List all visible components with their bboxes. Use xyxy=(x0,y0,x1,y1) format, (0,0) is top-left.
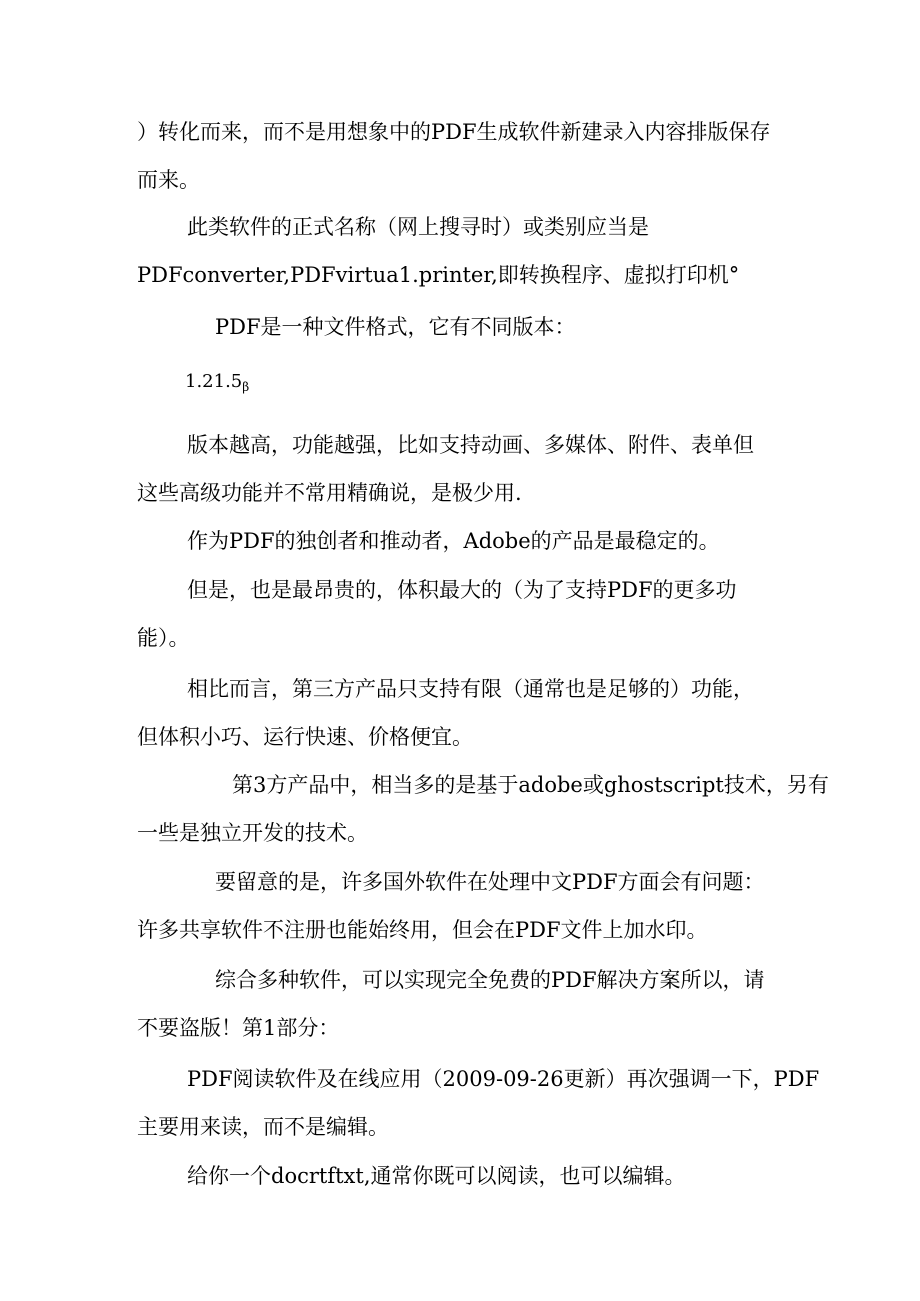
version-suffix: β xyxy=(242,380,250,394)
text-line: 这些高级功能并不常用精确说，是极少用. xyxy=(137,481,522,505)
text-line: 版本越高，功能越强，比如支持动画、多媒体、附件、表单但 xyxy=(187,433,754,457)
text-line: 许多共享软件不注册也能始终用，但会在PDF文件上加水印。 xyxy=(137,918,708,942)
text-line: 但体积小巧、运行快速、价格便宜。 xyxy=(137,725,473,749)
text-line: 综合多种软件，可以实现完全免费的PDF解决方案所以，请 xyxy=(215,968,765,992)
text-line: 相比而言，第三方产品只支持有限（通常也是足够的）功能， xyxy=(187,677,754,701)
text-line: 第3方产品中，相当多的是基于adobe或ghostscript技术，另有 xyxy=(232,773,829,797)
text-line: 作为PDF的独创者和推动者，Adobe的产品是最稳定的。 xyxy=(187,529,720,553)
text-line: 给你一个docrtftxt,通常你既可以阅读，也可以编辑。 xyxy=(187,1164,686,1188)
text-line: 一些是独立开发的技术。 xyxy=(137,821,368,845)
text-line: 要留意的是，许多国外软件在处理中文PDF方面会有问题： xyxy=(215,870,765,894)
text-line: 主要用来读，而不是编辑。 xyxy=(137,1115,389,1139)
text-line: 而来。 xyxy=(137,168,200,192)
text-line: PDF阅读软件及在线应用（2009-09-26更新）再次强调一下，PDF xyxy=(187,1067,820,1091)
version-line xyxy=(185,368,249,396)
text-line: PDF是一种文件格式，它有不同版本： xyxy=(215,315,576,339)
text-line: 但是，也是最昂贵的，体积最大的（为了支持PDF的更多功 xyxy=(187,578,737,602)
text-line: 此类软件的正式名称（网上搜寻时）或类别应当是 xyxy=(187,215,649,239)
text-line: PDFconverter,PDFvirtua1.printer,即转换程序、虚拟打印机° xyxy=(137,263,740,287)
text-line: 不要盗版！第1部分： xyxy=(137,1016,340,1040)
text-line: ）转化而来，而不是用想象中的PDF生成软件新建录入内容排版保存 xyxy=(137,120,771,144)
text-line: 能）。 xyxy=(137,626,190,650)
version-number: 1.21.5 xyxy=(185,371,243,392)
